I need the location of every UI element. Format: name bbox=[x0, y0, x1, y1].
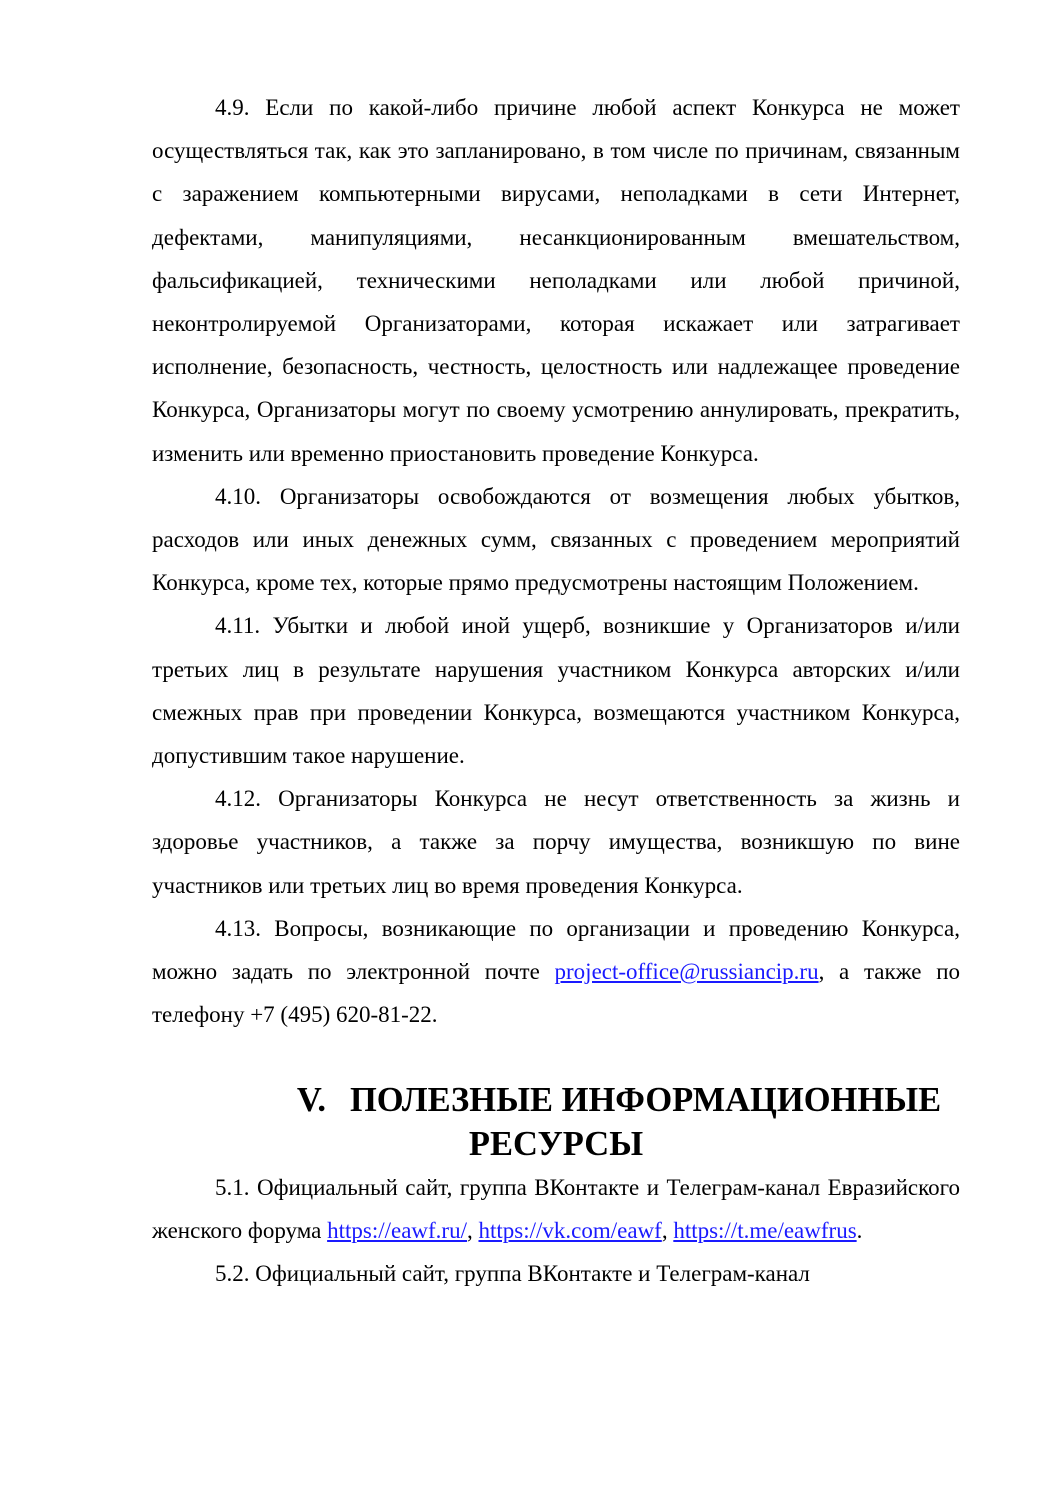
link-separator: , bbox=[466, 1218, 479, 1244]
vk-group-link[interactable]: https://vk.com/eawf bbox=[478, 1218, 662, 1244]
eawf-site-link[interactable]: https://eawf.ru/ bbox=[327, 1218, 467, 1244]
paragraph-4-11: 4.11. Убытки и любой иной ущерб, возникшие у Организаторов и/или третьих лиц в результате нарушения участником Конкурса авторских и/или смежных прав при проведении Конкурса, возмещаются участником Конкурса, допустившим такое нарушение. bbox=[152, 613, 960, 769]
document-page bbox=[152, 86, 960, 1295]
section-5-title: ПОЛЕЗНЫЕ ИНФОРМАЦИОННЫЕ РЕСУРСЫ bbox=[349, 1081, 942, 1163]
paragraph-5-1-text-after: . bbox=[856, 1218, 863, 1244]
paragraph-4-12: 4.12. Организаторы Конкурса не несут ответственность за жизнь и здоровье участников, а также за порчу имущества, возникшую по вине участников или третьих лиц во время проведения Конкурса. bbox=[152, 786, 960, 898]
section-5-numeral: V. bbox=[296, 1081, 326, 1120]
link-separator: , bbox=[661, 1218, 674, 1244]
paragraph-4-13-text-after: , а также по телефону +7 (495) 620-81-22. bbox=[152, 959, 961, 1028]
email-link[interactable]: project-office@russiancip.ru bbox=[554, 959, 819, 985]
paragraph-4-13 bbox=[152, 907, 960, 1037]
paragraph-4-13-text-before: 4.13. Вопросы, возникающие по организации и проведению Конкурса, можно задать по электронной почте bbox=[152, 915, 960, 985]
section-5-heading bbox=[152, 1079, 960, 1165]
paragraph-4-10: 4.10. Организаторы освобождаются от возмещения любых убытков, расходов или иных денежных сумм, связанных с проведением мероприятий Конкурса, кроме тех, которые прямо предусмотрены настоящим Положением. bbox=[152, 483, 960, 596]
paragraph-5-1-text-before: 5.1. Официальный сайт, группа ВКонтакте и Телеграм-канал Евразийского женского форума bbox=[152, 1174, 960, 1244]
telegram-channel-link[interactable]: https://t.me/eawfrus bbox=[673, 1218, 857, 1244]
paragraph-5-1 bbox=[152, 1166, 960, 1252]
paragraph-4-9: 4.9. Если по какой-либо причине любой аспект Конкурса не может осуществляться так, как это запланировано, в том числе по причинам, связанным с заражением компьютерными вирусами, неполадками в сети Интернет, дефектами, манипуляциями, несанкционированным вмешательством, фальсификацией, техническими неполадками или любой причиной, неконтролируемой Организаторами, которая искажает или затрагивает исполнение, безопасность, честность, целостность или надлежащее проведение Конкурса, Организаторы могут по своему усмотрению аннулировать, прекратить, изменить или временно приостановить проведение Конкурса. bbox=[152, 95, 960, 466]
paragraph-5-2: 5.2. Официальный сайт, группа ВКонтакте и Телеграм-канал bbox=[215, 1261, 810, 1287]
